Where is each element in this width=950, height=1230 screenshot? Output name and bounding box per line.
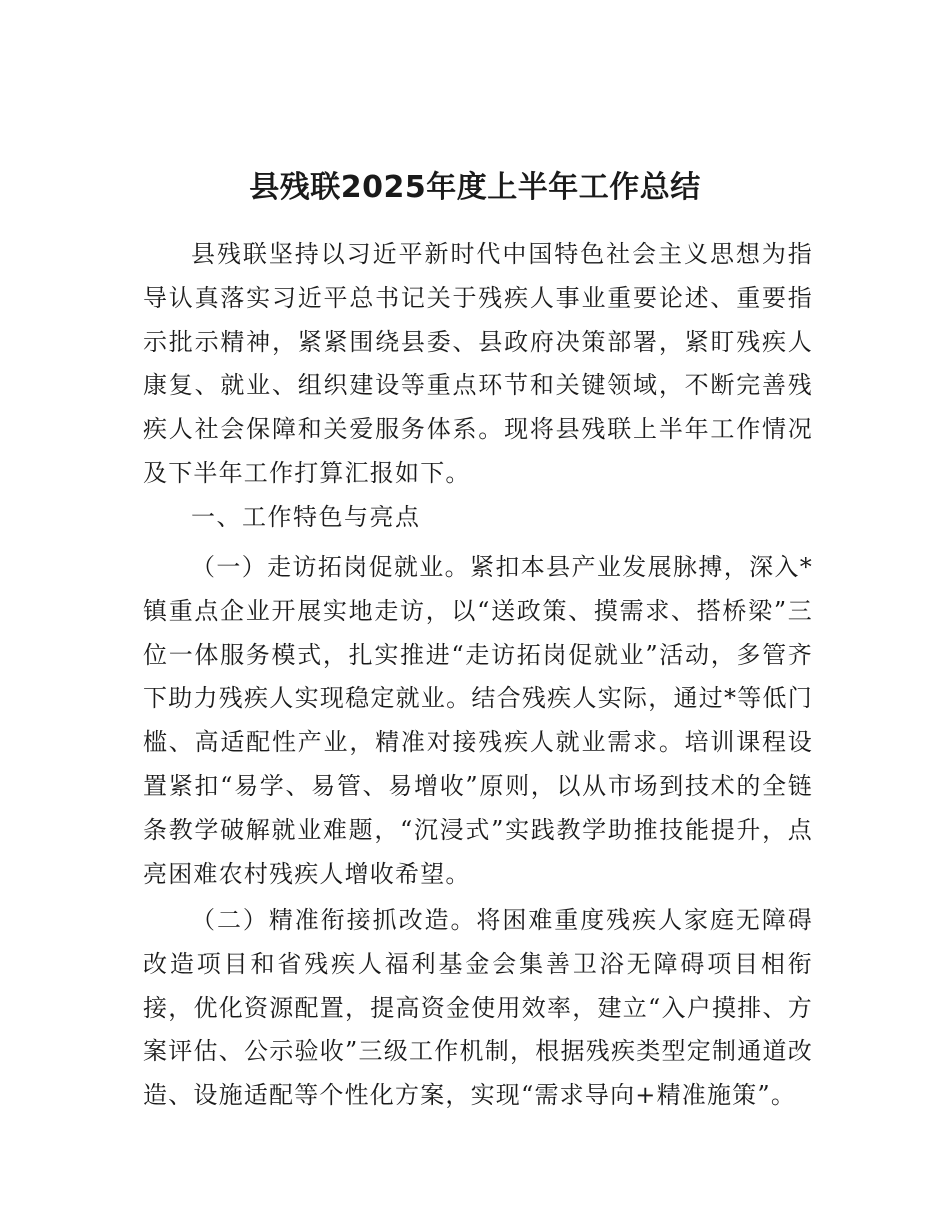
item-1-paragraph: （一）走访拓岗促就业。紧扣本县产业发展脉搏，深入*镇重点企业开展实地走访，以“送政策、摸需求、搭桥梁”三位一体服务模式，扎实推进“走访拓岗促就业”活动，多管齐下助力残疾人实现稳定就业。结合残疾人实际，通过*等低门槛、高适配性产业，精准对接残疾人就业需求。培训课程设置紧扣“易学、易管、易增收”原则，以从市场到技术的全链条教学破解就业难题，“沉浸式”实践教学助推技能提升，点亮困难农村残疾人增收希望。	[143, 553, 813, 888]
item-2-paragraph: （二）精准衔接抓改造。将困难重度残疾人家庭无障碍改造项目和省残疾人福利基金会集善卫浴无障碍项目相衔接，优化资源配置，提高资金使用效率，建立“入户摸排、方案评估、公示验收”三级工作机制，根据残疾类型定制通道改造、设施适配等个性化方案，实现“需求导向+精准施策”。	[143, 906, 813, 1110]
intro-paragraph: 县残联坚持以习近平新时代中国特色社会主义思想为指导认真落实习近平总书记关于残疾人事业重要论述、重要指示批示精神，紧紧围绕县委、县政府决策部署，紧盯残疾人康复、就业、组织建设等重点环节和关键领域，不断完善残疾人社会保障和关爱服务体系。现将县残联上半年工作情况及下半年工作打算汇报如下。	[143, 240, 813, 487]
document-title: 县残联2025年度上半年工作总结	[249, 170, 701, 205]
section-heading: 一、工作特色与亮点	[191, 503, 421, 531]
